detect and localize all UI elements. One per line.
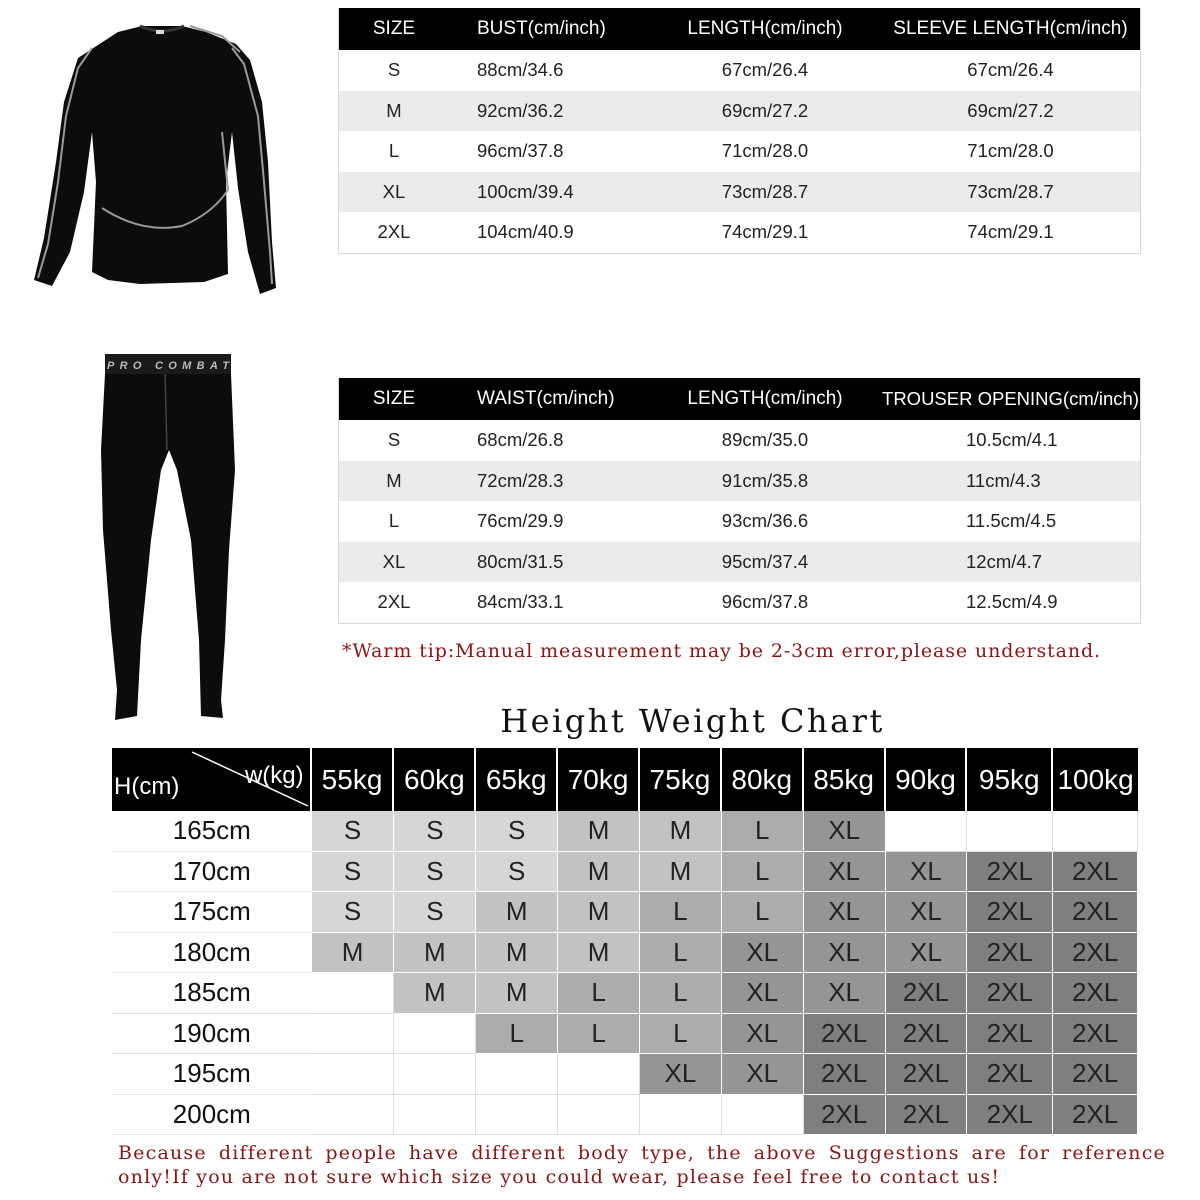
size-recommendation-cell: [394, 1095, 476, 1136]
measurement-cell: 88cm/34.6: [477, 59, 564, 81]
size-recommendation-cell: L: [722, 852, 804, 893]
table-row: [339, 501, 1140, 542]
weight-axis-label: w(kg): [244, 762, 304, 789]
size-recommendation-cell: 2XL: [1053, 1054, 1138, 1095]
height-label-cell: 200cm: [112, 1095, 312, 1136]
height-row: [112, 973, 1138, 1014]
measurement-cell: 12cm/4.7: [966, 550, 1043, 572]
size-cell: M: [386, 469, 402, 491]
height-label-cell: 170cm: [112, 852, 312, 893]
height-row: [112, 1054, 1138, 1095]
size-recommendation-cell: M: [558, 852, 640, 893]
size-recommendation-cell: XL: [886, 933, 968, 974]
size-recommendation-cell: S: [312, 852, 395, 893]
measurement-cell: 92cm/36.2: [477, 99, 564, 121]
column-header: WAIST(cm/inch): [477, 388, 615, 409]
compression-pants-image: [95, 350, 240, 722]
reference-note: Because different people have different body type, the above Suggestions are for reference only!If you are not sure which size you could wear, please feel free to contact us!: [118, 1142, 1166, 1188]
weight-column-header: 85kg: [804, 748, 886, 811]
size-recommendation-cell: M: [558, 892, 640, 933]
size-recommendation-cell: L: [640, 1014, 722, 1055]
table-row: [339, 172, 1140, 213]
measurement-cell: 12.5cm/4.9: [966, 591, 1058, 613]
size-cell: L: [388, 140, 400, 162]
size-recommendation-cell: 2XL: [804, 1014, 886, 1055]
measurement-cell: 11cm/4.3: [966, 469, 1041, 491]
compression-shirt-image: [22, 12, 280, 302]
height-row: [112, 852, 1138, 893]
size-recommendation-cell: M: [312, 933, 395, 974]
weight-column-header: 75kg: [640, 748, 722, 811]
size-recommendation-cell: M: [640, 811, 722, 852]
measurement-cell: 84cm/33.1: [477, 591, 564, 613]
measurement-cell: 74cm/29.1: [721, 221, 809, 243]
measurement-cell: 95cm/37.4: [721, 550, 809, 572]
weight-column-header: 90kg: [886, 748, 968, 811]
measurement-cell: 76cm/29.9: [477, 510, 564, 532]
measurement-cell: 100cm/39.4: [477, 180, 574, 202]
height-axis-label: H(cm): [114, 773, 180, 800]
measurement-cell: 80cm/31.5: [477, 550, 564, 572]
height-label-cell: 190cm: [112, 1014, 312, 1055]
size-recommendation-cell: [394, 1014, 476, 1055]
table-row: [339, 420, 1140, 461]
size-recommendation-cell: M: [558, 933, 640, 974]
size-recommendation-cell: 2XL: [967, 973, 1053, 1014]
column-header: LENGTH(cm/inch): [687, 388, 843, 409]
height-label-cell: 180cm: [112, 933, 312, 974]
size-recommendation-cell: XL: [804, 892, 886, 933]
weight-column-header: 70kg: [558, 748, 640, 811]
size-recommendation-cell: 2XL: [967, 1054, 1053, 1095]
size-recommendation-cell: [312, 973, 395, 1014]
size-cell: S: [387, 429, 401, 451]
size-recommendation-cell: L: [476, 1014, 558, 1055]
size-recommendation-cell: XL: [640, 1054, 722, 1095]
size-recommendation-cell: [312, 1054, 395, 1095]
table-row: [339, 461, 1140, 502]
measurement-cell: 71cm/28.0: [721, 140, 809, 162]
size-cell: 2XL: [377, 221, 411, 243]
weight-column-header: 95kg: [967, 748, 1053, 811]
size-recommendation-cell: 2XL: [967, 852, 1053, 893]
table-row: [339, 91, 1140, 132]
height-row: [112, 933, 1138, 974]
size-recommendation-cell: [312, 1014, 395, 1055]
pants-size-table: [338, 378, 1141, 624]
size-recommendation-cell: [558, 1095, 640, 1136]
measurement-cell: 11.5cm/4.5: [966, 510, 1057, 532]
size-recommendation-cell: XL: [804, 852, 886, 893]
measurement-cell: 67cm/26.4: [721, 59, 809, 81]
size-recommendation-cell: XL: [722, 1054, 804, 1095]
size-recommendation-cell: [722, 1095, 804, 1136]
measurement-cell: 73cm/28.7: [721, 180, 809, 202]
size-recommendation-cell: XL: [722, 973, 804, 1014]
size-recommendation-cell: L: [640, 973, 722, 1014]
height-label-cell: 185cm: [112, 973, 312, 1014]
size-recommendation-cell: S: [476, 811, 558, 852]
size-cell: M: [386, 99, 402, 121]
measurement-cell: 74cm/29.1: [967, 221, 1054, 243]
weight-column-header: 80kg: [722, 748, 804, 811]
column-header: BUST(cm/inch): [477, 18, 606, 39]
size-cell: 2XL: [377, 591, 411, 613]
size-recommendation-cell: S: [394, 852, 476, 893]
table-row: [339, 582, 1140, 623]
measurement-cell: 96cm/37.8: [721, 591, 809, 613]
size-recommendation-cell: XL: [804, 933, 886, 974]
height-row: [112, 1095, 1138, 1136]
size-recommendation-cell: 2XL: [886, 1014, 968, 1055]
size-cell: XL: [382, 550, 406, 572]
corner-header-cell: [112, 748, 312, 811]
height-row: [112, 892, 1138, 933]
size-recommendation-cell: [967, 811, 1053, 852]
size-recommendation-cell: [558, 1054, 640, 1095]
size-recommendation-cell: [886, 811, 968, 852]
size-recommendation-cell: 2XL: [804, 1095, 886, 1136]
measurement-cell: 10.5cm/4.1: [966, 429, 1058, 451]
size-recommendation-cell: M: [476, 933, 558, 974]
size-recommendation-cell: [394, 1054, 476, 1095]
measurement-cell: 71cm/28.0: [967, 140, 1054, 162]
size-recommendation-cell: M: [558, 811, 640, 852]
measurement-cell: 91cm/35.8: [721, 469, 809, 491]
size-recommendation-cell: 2XL: [967, 1095, 1053, 1136]
size-recommendation-cell: 2XL: [1053, 852, 1138, 893]
size-recommendation-cell: L: [722, 892, 804, 933]
height-label-cell: 165cm: [112, 811, 312, 852]
measurement-cell: 69cm/27.2: [721, 99, 809, 121]
size-recommendation-cell: 2XL: [1053, 933, 1138, 974]
size-recommendation-cell: [312, 1095, 395, 1136]
weight-column-header: 55kg: [312, 748, 395, 811]
size-recommendation-cell: XL: [722, 933, 804, 974]
size-recommendation-cell: 2XL: [1053, 1014, 1138, 1055]
column-header: SIZE: [372, 18, 416, 39]
measurement-cell: 72cm/28.3: [477, 469, 564, 491]
weight-column-header: 100kg: [1057, 763, 1134, 795]
size-recommendation-cell: M: [640, 852, 722, 893]
height-label-cell: 175cm: [112, 892, 312, 933]
size-recommendation-cell: S: [394, 811, 476, 852]
size-recommendation-cell: [476, 1095, 558, 1136]
height-weight-body: [112, 811, 1138, 1135]
height-weight-grid: [112, 748, 1138, 1135]
size-recommendation-cell: XL: [886, 852, 968, 893]
size-recommendation-cell: L: [558, 973, 640, 1014]
size-recommendation-cell: [640, 1095, 722, 1136]
measurement-cell: 73cm/28.7: [967, 180, 1054, 202]
size-recommendation-cell: 2XL: [1053, 973, 1138, 1014]
size-cell: L: [388, 510, 400, 532]
table-row: [339, 131, 1140, 172]
size-recommendation-cell: XL: [722, 1014, 804, 1055]
size-recommendation-cell: M: [476, 892, 558, 933]
measurement-cell: 96cm/37.8: [477, 140, 564, 162]
size-cell: S: [387, 59, 401, 81]
measurement-cell: 93cm/36.6: [721, 510, 809, 532]
column-header: TROUSER OPENING(cm/inch): [882, 388, 1139, 409]
measurement-cell: 68cm/26.8: [477, 429, 564, 451]
size-recommendation-cell: XL: [886, 892, 968, 933]
measurement-cell: 67cm/26.4: [967, 59, 1054, 81]
size-recommendation-cell: 2XL: [967, 933, 1053, 974]
size-recommendation-cell: M: [394, 933, 476, 974]
shirt-size-table: [338, 8, 1141, 254]
size-recommendation-cell: XL: [804, 973, 886, 1014]
waistband-brand-text: PRO COMBAT: [107, 360, 229, 372]
weight-header-row: [112, 748, 1138, 811]
size-recommendation-cell: M: [476, 973, 558, 1014]
size-recommendation-cell: S: [312, 892, 395, 933]
height-row: [112, 811, 1138, 852]
size-recommendation-cell: S: [394, 892, 476, 933]
weight-column-header: 65kg: [476, 748, 558, 811]
size-recommendation-cell: S: [312, 811, 395, 852]
size-recommendation-cell: 2XL: [804, 1054, 886, 1095]
size-recommendation-cell: S: [476, 852, 558, 893]
column-header: LENGTH(cm/inch): [687, 18, 843, 39]
size-recommendation-cell: L: [640, 933, 722, 974]
height-label-cell: 195cm: [112, 1054, 312, 1095]
size-recommendation-cell: 2XL: [967, 892, 1053, 933]
size-recommendation-cell: 2XL: [967, 1014, 1053, 1055]
size-recommendation-cell: [1053, 811, 1138, 852]
weight-column-header: 60kg: [394, 748, 476, 811]
column-header: SIZE: [372, 388, 416, 409]
warm-tip-text: *Warm tip:Manual measurement may be 2-3cm error,please understand.: [342, 640, 1101, 662]
measurement-cell: 69cm/27.2: [967, 99, 1054, 121]
size-cell: XL: [382, 180, 406, 202]
measurement-cell: 89cm/35.0: [721, 429, 809, 451]
table-header-row: [339, 378, 1140, 420]
size-recommendation-cell: [476, 1054, 558, 1095]
column-header: SLEEVE LENGTH(cm/inch): [893, 18, 1128, 39]
size-recommendation-cell: M: [394, 973, 476, 1014]
size-recommendation-cell: L: [640, 892, 722, 933]
size-recommendation-cell: 2XL: [886, 1054, 968, 1095]
table-row: [339, 542, 1140, 583]
size-recommendation-cell: 2XL: [886, 973, 968, 1014]
size-recommendation-cell: 2XL: [886, 1095, 968, 1136]
table-row: [339, 212, 1140, 253]
size-recommendation-cell: L: [722, 811, 804, 852]
size-recommendation-cell: 2XL: [1053, 1095, 1138, 1136]
table-row: [339, 50, 1140, 91]
measurement-cell: 104cm/40.9: [477, 221, 574, 243]
height-row: [112, 1014, 1138, 1055]
size-recommendation-cell: 2XL: [1053, 892, 1138, 933]
table-header-row: [339, 8, 1140, 50]
height-weight-chart-title: Height Weight Chart: [500, 702, 885, 740]
size-recommendation-cell: XL: [804, 811, 886, 852]
size-recommendation-cell: L: [558, 1014, 640, 1055]
